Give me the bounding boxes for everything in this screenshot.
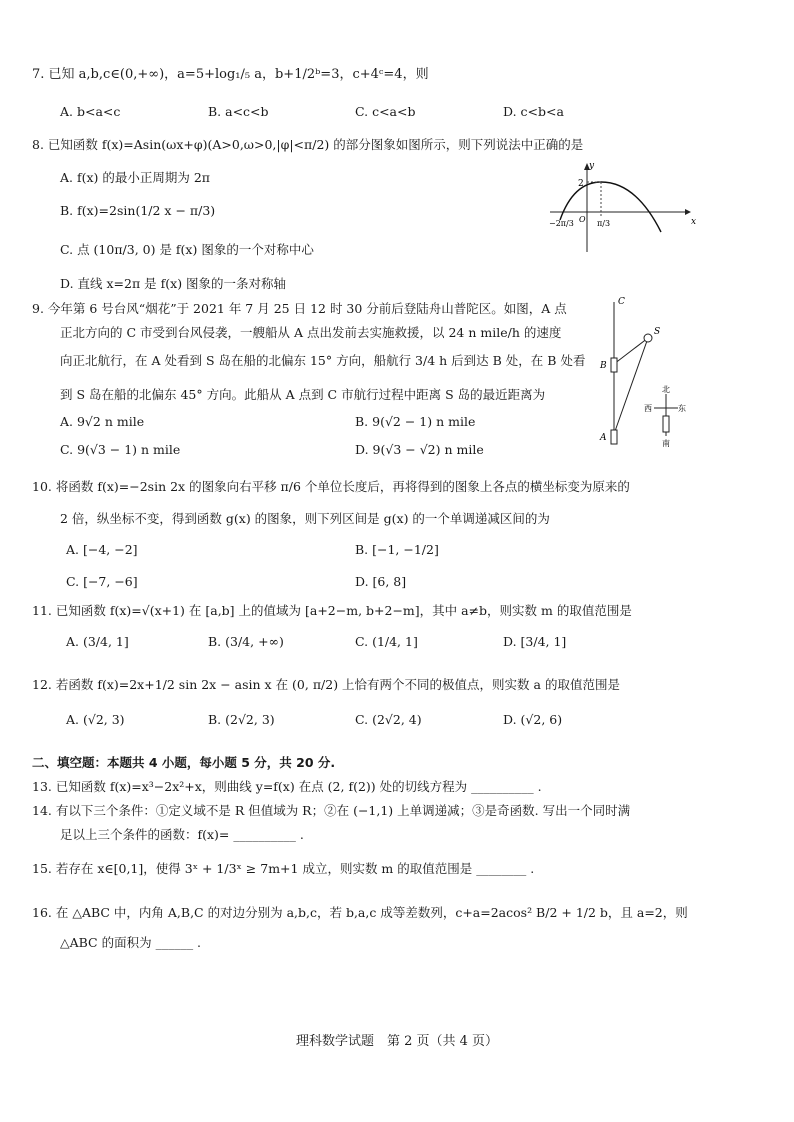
q8-option-a: A. f(x) 的最小正周期为 2π: [60, 170, 211, 185]
q16-line-1: 16. 在 △ABC 中，内角 A,B,C 的对边分别为 a,b,c，若 b,a,c 成等差数列，c+a=2acos² B/2 + 1/2 b，且 a=2，则: [32, 905, 688, 920]
q8-option-c: C. 点 (10π/3, 0) 是 f(x) 图象的一个对称中心: [60, 242, 314, 257]
q8-option-d: D. 直线 x=2π 是 f(x) 图象的一条对称轴: [60, 276, 287, 291]
q14-line-1: 14. 有以下三个条件：①定义域不是 R 但值域为 R；②在 (−1,1) 上单调递减；③是奇函数. 写出一个同时满: [32, 803, 631, 818]
q11-option-c: C. (1/4, 1]: [355, 634, 418, 649]
q7-stem: 7. 已知 a,b,c∈(0,+∞)，a=5+log₁/₅ a，b+1/2ᵇ=3，c+4ᶜ=4，则: [32, 67, 429, 82]
q9-option-d: D. 9(√3 − √2) n mile: [355, 442, 484, 457]
q9-compass-south: 南: [662, 439, 670, 448]
q16-line-2: △ABC 的面积为 ______ .: [60, 935, 202, 950]
q15-stem: 15. 若存在 x∈[0,1]，使得 3ˣ + 1/3ˣ ≥ 7m+1 成立，则实数 m 的取值范围是 ________ .: [32, 861, 535, 876]
q8-sine-graph: [545, 160, 695, 255]
q9-ship-a-icon: [611, 430, 617, 444]
q8-option-b: B. f(x)=2sin(1/2 x − π/3): [60, 203, 216, 218]
q9-label-a: A: [600, 433, 607, 443]
q12-option-a: A. (√2, 3): [66, 712, 125, 727]
q12-option-c: C. (2√2, 4): [355, 712, 422, 727]
q8-left-tick: −2π/3: [549, 219, 574, 228]
q9-island-s-icon: [644, 334, 652, 342]
q9-compass-north: 北: [662, 385, 670, 394]
q9-ship-b-icon: [611, 358, 617, 372]
q14-line-2: 足以上三个条件的函数：f(x)= __________ .: [60, 827, 304, 842]
section-2-heading: 二、填空题：本题共 4 小题，每小题 5 分，共 20 分.: [32, 755, 336, 770]
q12-option-b: B. (2√2, 3): [208, 712, 275, 727]
page-footer: 理科数学试题 第 2 页（共 4 页）: [295, 1034, 499, 1049]
q8-stem: 8. 已知函数 f(x)=Asin(ωx+φ)(A>0,ω>0,|φ|<π/2) 的部分图象如图所示，则下列说法中正确的是: [32, 137, 584, 152]
q9-line-4: 到 S 岛在船的北偏东 45° 方向。此船从 A 点到 C 市航行过程中距离 S 岛的最近距离为: [60, 387, 546, 402]
q7-option-a: A. b<a<c: [60, 104, 121, 119]
q10-line-1: 10. 将函数 f(x)=−2sin 2x 的图象向右平移 π/6 个单位长度后，再将得到的图象上各点的横坐标变为原来的: [32, 479, 630, 494]
q11-option-b: B. (3/4, +∞): [208, 634, 284, 649]
q8-y-label: y: [589, 161, 595, 171]
q9-option-c: C. 9(√3 − 1) n mile: [60, 442, 181, 457]
q9-line-3: 向正北航行，在 A 处看到 S 岛在船的北偏东 15° 方向，船航行 3/4 h 后到达 B 处，在 B 处看: [60, 353, 586, 368]
q13-stem: 13. 已知函数 f(x)=x³−2x²+x，则曲线 y=f(x) 在点 (2, f(2)) 处的切线方程为 __________ .: [32, 779, 542, 794]
q10-option-b: B. [−1, −1/2]: [355, 542, 439, 557]
q9-line-a-s: [614, 338, 648, 434]
q7-option-d: D. c<b<a: [503, 104, 564, 119]
q8-right-tick: π/3: [597, 219, 611, 228]
q9-line-1: 9. 今年第 6 号台风“烟花”于 2021 年 7 月 25 日 12 时 30 分前后登陆舟山普陀区。如图，A 点: [32, 301, 567, 316]
q8-sine-curve: [560, 182, 661, 232]
q8-x-label: x: [691, 217, 697, 227]
q10-option-a: A. [−4, −2]: [66, 542, 138, 557]
q11-stem: 11. 已知函数 f(x)=√(x+1) 在 [a,b] 上的值域为 [a+2−m, b+2−m]，其中 a≠b，则实数 m 的取值范围是: [32, 603, 632, 618]
q9-navigation-figure: [592, 294, 692, 454]
q9-option-a: A. 9√2 n mile: [60, 414, 145, 429]
q9-label-s: S: [654, 327, 661, 337]
q10-option-c: C. [−7, −6]: [66, 574, 138, 589]
q12-option-d: D. (√2, 6): [503, 712, 563, 727]
q10-option-d: D. [6, 8]: [355, 574, 407, 589]
q12-stem: 12. 若函数 f(x)=2x+1/2 sin 2x − asin x 在 (0, π/2) 上恰有两个不同的极值点，则实数 a 的取值范围是: [32, 677, 620, 692]
q11-option-d: D. [3/4, 1]: [503, 634, 567, 649]
q9-line-2: 正北方向的 C 市受到台风侵袭，一艘船从 A 点出发前去实施救援，以 24 n mile/h 的速度: [60, 325, 562, 340]
q8-peak-label: 2: [578, 179, 584, 189]
q11-option-a: A. (3/4, 1]: [66, 634, 129, 649]
q8-origin-label: O: [579, 215, 586, 224]
q9-compass-ship-icon: [663, 416, 669, 432]
q9-label-b: B: [600, 361, 607, 371]
q10-line-2: 2 倍，纵坐标不变，得到函数 g(x) 的图象，则下列区间是 g(x) 的一个单调递减区间的为: [60, 511, 550, 526]
q9-label-c: C: [618, 297, 625, 307]
q9-compass-west: 西: [644, 404, 652, 413]
q9-option-b: B. 9(√2 − 1) n mile: [355, 414, 476, 429]
q7-option-b: B. a<c<b: [208, 104, 269, 119]
q9-compass-east: 东: [678, 404, 686, 413]
q8-x-arrow: [685, 209, 691, 215]
q7-option-c: C. c<a<b: [355, 104, 416, 119]
